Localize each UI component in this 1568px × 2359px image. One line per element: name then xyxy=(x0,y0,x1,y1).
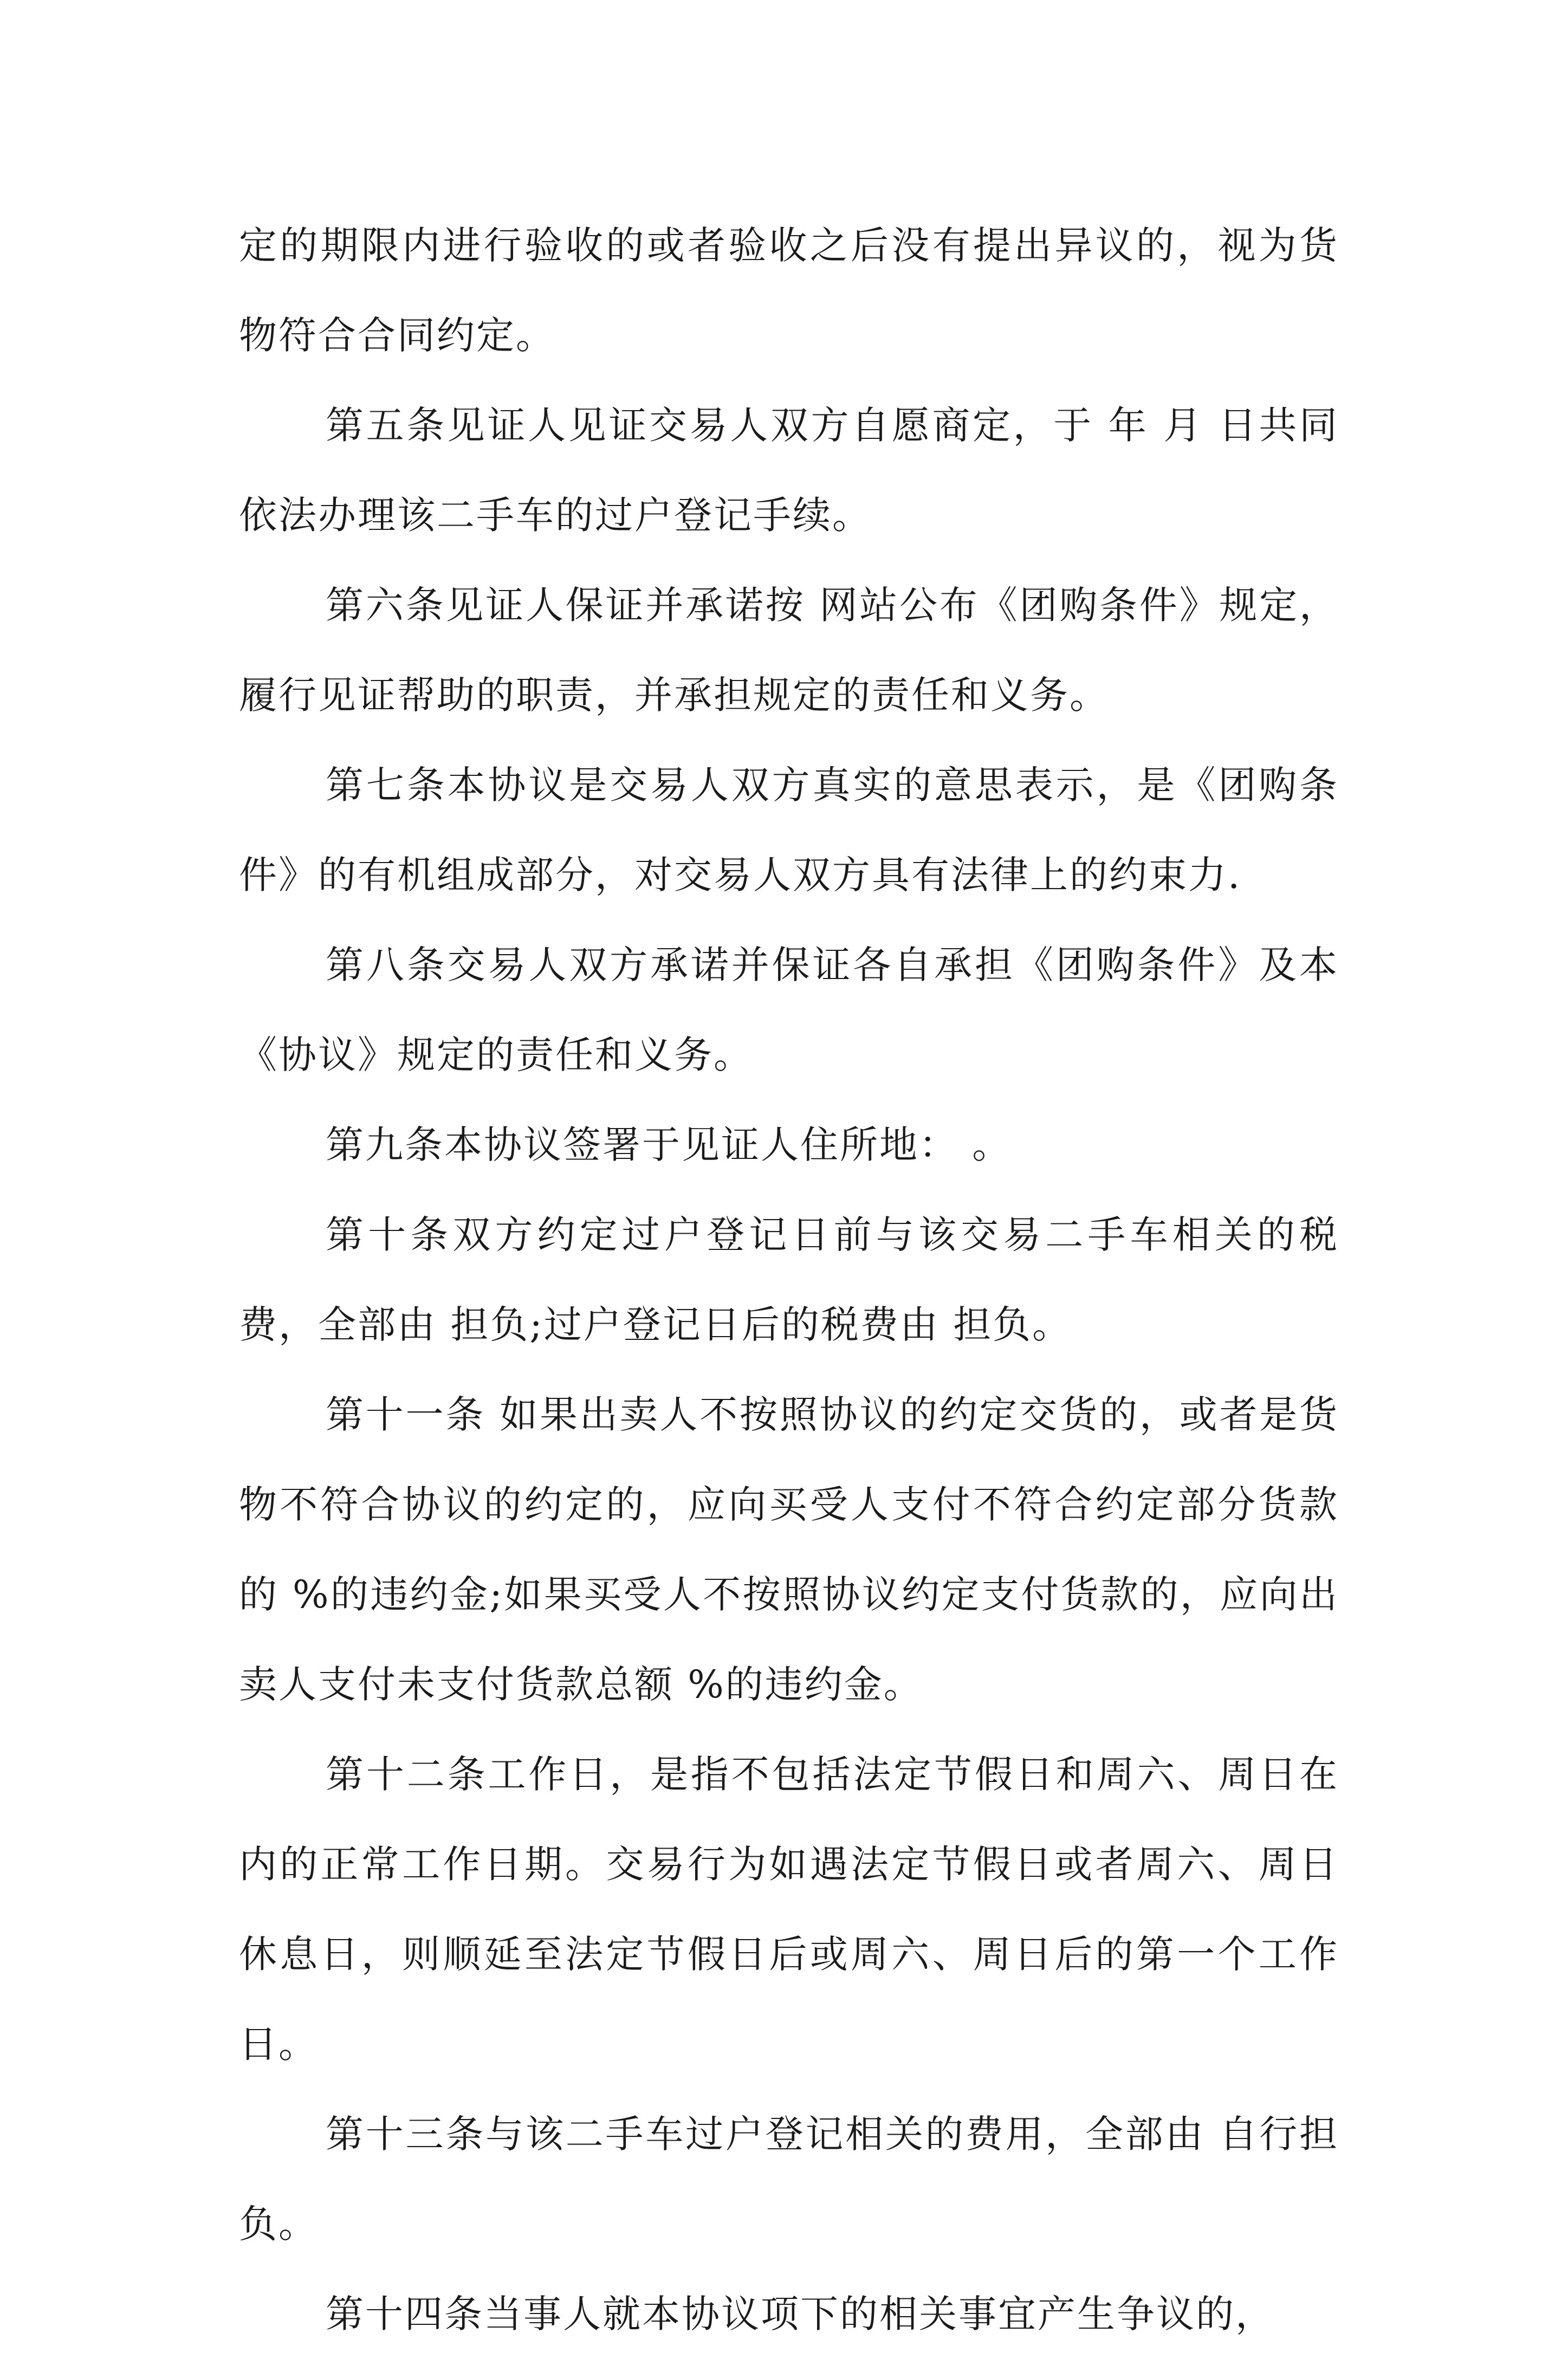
paragraph-continuation: 定的期限内进行验收的或者验收之后没有提出异议的，视为货物符合合同约定。 xyxy=(239,223,1339,358)
paragraph-article-11: 第十一条 如果出卖人不按照协议的约定交货的，或者是货物不符合协议的约定的，应向买受人支付不符合约定部分货款的 %的违约金;如果买受人不按照协议约定支付货款的，应向出卖人支付未支付货款总额 %的违约金。 xyxy=(239,1392,1339,1707)
paragraph-article-6: 第六条见证人保证并承诺按 网站公布《团购条件》规定，履行见证帮助的职责，并承担规定的责任和义务。 xyxy=(239,583,1339,717)
paragraph-article-5: 第五条见证人见证交易人双方自愿商定，于 年 月 日共同依法办理该二手车的过户登记手续。 xyxy=(239,403,1339,537)
document-body xyxy=(239,200,1339,2359)
paragraph-article-12: 第十二条工作日，是指不包括法定节假日和周六、周日在内的正常工作日期。交易行为如遇法定节假日或者周六、周日休息日，则顺延至法定节假日后或周六、周日后的第一个工作日。 xyxy=(239,1752,1339,2066)
paragraph-article-14: 第十四条当事人就本协议项下的相关事宜产生争议的， xyxy=(326,2292,1275,2336)
paragraph-article-9: 第九条本协议签署于见证人住所地： 。 xyxy=(326,1123,1012,1167)
paragraph-article-8: 第八条交易人双方承诺并保证各自承担《团购条件》及本《协议》规定的责任和义务。 xyxy=(239,943,1339,1077)
paragraph-article-7: 第七条本协议是交易人双方真实的意思表示，是《团购条件》的有机组成部分，对交易人双方具有法律上的约束力. xyxy=(239,763,1339,897)
paragraph-article-10: 第十条双方约定过户登记日前与该交易二手车相关的税费，全部由 担负;过户登记日后的税费由 担负。 xyxy=(239,1213,1339,1347)
paragraph-article-13: 第十三条与该二手车过户登记相关的费用，全部由 自行担负。 xyxy=(239,2112,1339,2246)
